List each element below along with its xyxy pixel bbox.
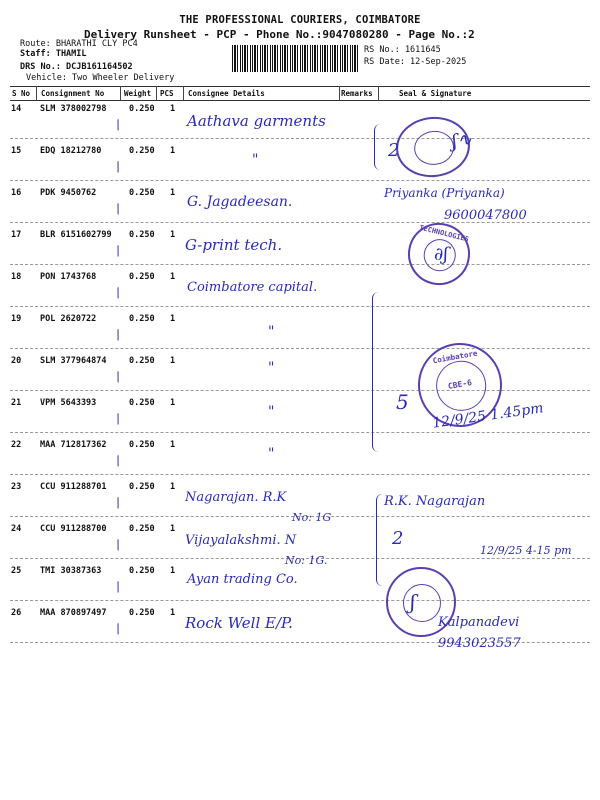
ditto-mark: " <box>268 404 275 420</box>
row-sno: 20 <box>11 356 22 366</box>
row-weight: 0.250 <box>129 566 155 576</box>
row-sno: 25 <box>11 566 22 576</box>
row-consignment: SLM 377964874 <box>40 356 107 366</box>
signature-name: R.K. Nagarajan <box>384 494 486 509</box>
row-weight: 0.250 <box>129 146 155 156</box>
row-weight: 0.250 <box>129 314 155 324</box>
row-sno: 16 <box>11 188 22 198</box>
drs-number: DRS No.: DCJB161164502 <box>20 62 133 72</box>
staff-label: Staff: THAMIL <box>20 49 87 59</box>
row-sno: 26 <box>11 608 22 618</box>
tick-mark: / <box>113 369 123 386</box>
rs-date: RS Date: 12-Sep-2025 <box>364 57 467 67</box>
table-row <box>10 348 590 391</box>
table-top-border <box>10 86 590 87</box>
tick-mark: / <box>113 327 123 344</box>
row-consignment: CCU 911288700 <box>40 524 107 534</box>
tick-mark: / <box>113 285 123 302</box>
row-consignment: MAA 712817362 <box>40 440 107 450</box>
signature-name: Priyanka (Priyanka) <box>384 186 505 200</box>
col-weight-header: Weight <box>124 89 152 98</box>
row-weight: 0.250 <box>129 440 155 450</box>
row-sno: 14 <box>11 104 22 114</box>
col-consignment-header: Consignment No <box>41 89 105 98</box>
row-pcs: 1 <box>170 104 176 114</box>
row-consignment: EDQ 18212780 <box>40 146 102 156</box>
table-row <box>10 138 590 181</box>
row-consignment: SLM 378002798 <box>40 104 107 114</box>
table-row <box>10 222 590 265</box>
row-pcs: 1 <box>170 482 176 492</box>
row-weight: 0.250 <box>129 482 155 492</box>
circled-number: 2 <box>388 140 400 161</box>
table-row <box>10 432 590 475</box>
row-sno: 24 <box>11 524 22 534</box>
signature: ʃ <box>410 590 416 614</box>
row-pcs: 1 <box>170 440 176 450</box>
brace-mark <box>374 124 387 170</box>
barcode <box>232 45 358 72</box>
circled-number: 2 <box>392 528 404 549</box>
handwritten-consignee: Aathava garments <box>187 112 326 130</box>
row-pcs: 1 <box>170 272 176 282</box>
row-consignment: POL 2620722 <box>40 314 97 324</box>
tick-mark: / <box>113 453 123 470</box>
row-pcs: 1 <box>170 608 176 618</box>
row-pcs: 1 <box>170 314 176 324</box>
row-sno: 23 <box>11 482 22 492</box>
row-weight: 0.250 <box>129 188 155 198</box>
row-sno: 15 <box>11 146 22 156</box>
ditto-mark: " <box>268 360 275 376</box>
row-weight: 0.250 <box>129 608 155 618</box>
row-consignment: VPM 5643393 <box>40 398 97 408</box>
row-sno: 19 <box>11 314 22 324</box>
signature-datetime: 12/9/25 1.45pm <box>431 400 545 432</box>
col-remarks-header: Remarks <box>341 89 373 98</box>
row-sno: 17 <box>11 230 22 240</box>
ditto-mark: " <box>252 152 259 168</box>
row-weight: 0.250 <box>129 230 155 240</box>
col-sno-header: S No <box>12 89 31 98</box>
stamp-text: CBE-6 <box>447 377 473 392</box>
handwritten-consignee: Ayan trading Co. <box>187 572 298 587</box>
table-row <box>10 306 590 349</box>
brace-mark <box>372 292 385 452</box>
tick-mark: / <box>113 495 123 512</box>
row-pcs: 1 <box>170 566 176 576</box>
handwritten-consignee: Rock Well E/P. <box>185 614 293 632</box>
runsheet-title: Delivery Runsheet - PCP - Phone No.:9047080280 - Page No.:2 <box>84 28 475 41</box>
handwritten-consignee: G. Jagadeesan. <box>187 194 293 210</box>
ditto-mark: " <box>268 324 275 340</box>
row-consignment: CCU 911288701 <box>40 482 107 492</box>
vehicle-label: Vehicle: Two Wheeler Delivery <box>26 73 175 83</box>
row-consignment: PDK 9450762 <box>40 188 97 198</box>
handwritten-consignee: Nagarajan. R.K <box>185 490 287 505</box>
row-pcs: 1 <box>170 188 176 198</box>
rs-number: RS No.: 1611645 <box>364 45 441 55</box>
row-consignment: BLR 6151602799 <box>40 230 112 240</box>
row-sno: 22 <box>11 440 22 450</box>
row-consignment: PON 1743768 <box>40 272 97 282</box>
signature-phone: 9943023557 <box>438 636 521 651</box>
row-weight: 0.250 <box>129 272 155 282</box>
row-pcs: 1 <box>170 356 176 366</box>
row-consignment: MAA 870897497 <box>40 608 107 618</box>
handwritten-consignee: No: 1G <box>292 511 332 524</box>
handwritten-consignee: G-print tech. <box>185 236 283 254</box>
handwritten-consignee: Coimbatore capital. <box>187 280 318 295</box>
stamp-text: TECHNOLOGIES <box>418 223 470 244</box>
tick-mark: / <box>113 243 123 260</box>
row-pcs: 1 <box>170 398 176 408</box>
row-consignment: TMI 30387363 <box>40 566 102 576</box>
signature-name: Kalpanadevi <box>438 615 520 630</box>
row-sno: 18 <box>11 272 22 282</box>
row-weight: 0.250 <box>129 356 155 366</box>
handwritten-consignee: Vijayalakshmi. N <box>185 533 297 548</box>
ditto-mark: " <box>268 446 275 462</box>
signature-phone: 9600047800 <box>444 208 527 223</box>
row-pcs: 1 <box>170 146 176 156</box>
signature: ∂ʃ <box>434 244 449 265</box>
stamp-text: Coimbatore <box>432 348 479 366</box>
circled-number: 5 <box>396 390 409 414</box>
tick-mark: / <box>113 411 123 428</box>
tick-mark: / <box>113 621 123 638</box>
row-pcs: 1 <box>170 230 176 240</box>
col-seal-header: Seal & Signature <box>399 89 472 98</box>
row-weight: 0.250 <box>129 524 155 534</box>
tick-mark: / <box>113 537 123 554</box>
signature-datetime: 12/9/25 4-15 pm <box>480 544 572 557</box>
handwritten-consignee: No: 1G. <box>285 554 328 567</box>
row-pcs: 1 <box>170 524 176 534</box>
tick-mark: / <box>113 201 123 218</box>
col-consignee-header: Consignee Details <box>188 89 265 98</box>
tick-mark: / <box>113 117 123 134</box>
row-weight: 0.250 <box>129 398 155 408</box>
col-pcs-header: PCS <box>160 89 174 98</box>
signature: ʃ∿ <box>450 128 474 153</box>
tick-mark: / <box>113 159 123 176</box>
row-weight: 0.250 <box>129 104 155 114</box>
tick-mark: / <box>113 579 123 596</box>
company-name: THE PROFESSIONAL COURIERS, COIMBATORE <box>179 14 421 26</box>
row-sno: 21 <box>11 398 22 408</box>
route-label: Route: BHARATHI CLY PC4 <box>20 39 138 49</box>
